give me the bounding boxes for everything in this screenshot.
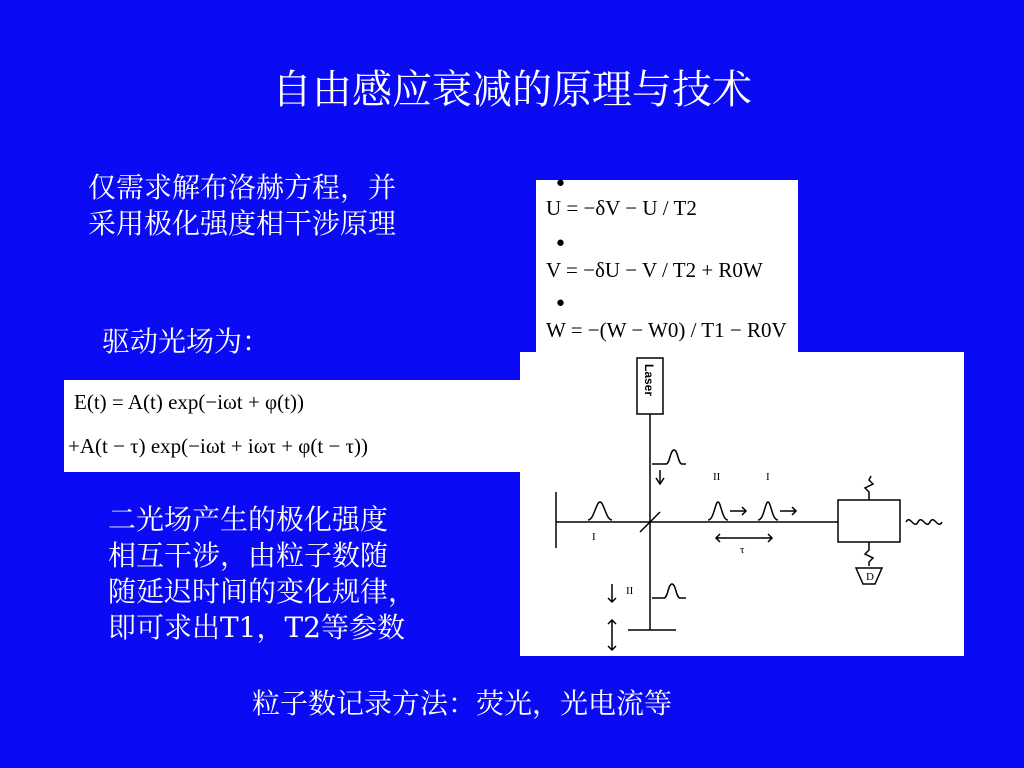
body-line-2: 相互干涉，由粒子数随: [108, 539, 389, 572]
bloch-eq-v: V = −δU − V / T2 + R0W: [546, 258, 763, 282]
fluorescence-wave: [906, 520, 942, 525]
field-eq-line-1: E(t) = A(t) exp(−iωt + φ(t)): [74, 390, 304, 414]
pulse-label-top-i: I: [766, 471, 770, 483]
slide-title: 自由感应衰减的原理与技术: [272, 67, 752, 113]
field-equation-panel: [64, 380, 522, 472]
body-line-4: 即可求出T1，T2等参数: [108, 611, 405, 644]
sample-output-squiggle: [865, 476, 873, 500]
intro-text: [88, 170, 396, 242]
bloch-equations-panel: [536, 172, 798, 352]
intro-line-2: 采用极化强度相干涉原理: [88, 207, 397, 240]
pulse-label-top-ii: II: [713, 471, 721, 483]
v-dot: •: [554, 232, 567, 257]
setup-diagram: [520, 352, 964, 656]
intro-line-1: 仅需求解布洛赫方程，并: [88, 171, 397, 204]
pulse-label-left-i: I: [592, 531, 596, 543]
laser-label: Laser: [642, 364, 656, 397]
field-eq-line-2: +A(t − τ) exp(−iωt + iωτ + φ(t − τ)): [68, 434, 369, 458]
bloch-eq-u: U = −δV − U / T2: [546, 196, 697, 220]
setup-diagram-svg: [520, 352, 964, 656]
pulse-i-middle: [758, 502, 778, 520]
pulse-i-left: [588, 502, 612, 520]
pulse-label-bottom-ii: II: [626, 585, 634, 597]
pulse-ii-middle: [708, 502, 728, 520]
tau-label: τ: [740, 544, 745, 556]
w-dot: •: [554, 292, 567, 317]
detector-squiggle: [865, 542, 873, 566]
pulse-ii-top: [652, 450, 686, 464]
sample-box: [838, 500, 900, 542]
bloch-eq-w: W = −(W − W0) / T1 − R0V: [546, 318, 787, 342]
pulse-ii-bottom: [652, 584, 686, 598]
u-dot: •: [554, 172, 567, 197]
footer-note: 粒子数记录方法：荧光，光电流等: [252, 687, 673, 720]
body-text: [108, 502, 416, 646]
drive-label: 驱动光场为：: [102, 325, 271, 358]
body-line-1: 二光场产生的极化强度: [108, 503, 389, 536]
detector-label: D: [866, 571, 874, 583]
body-line-3: 随延迟时间的变化规律，: [108, 575, 417, 608]
